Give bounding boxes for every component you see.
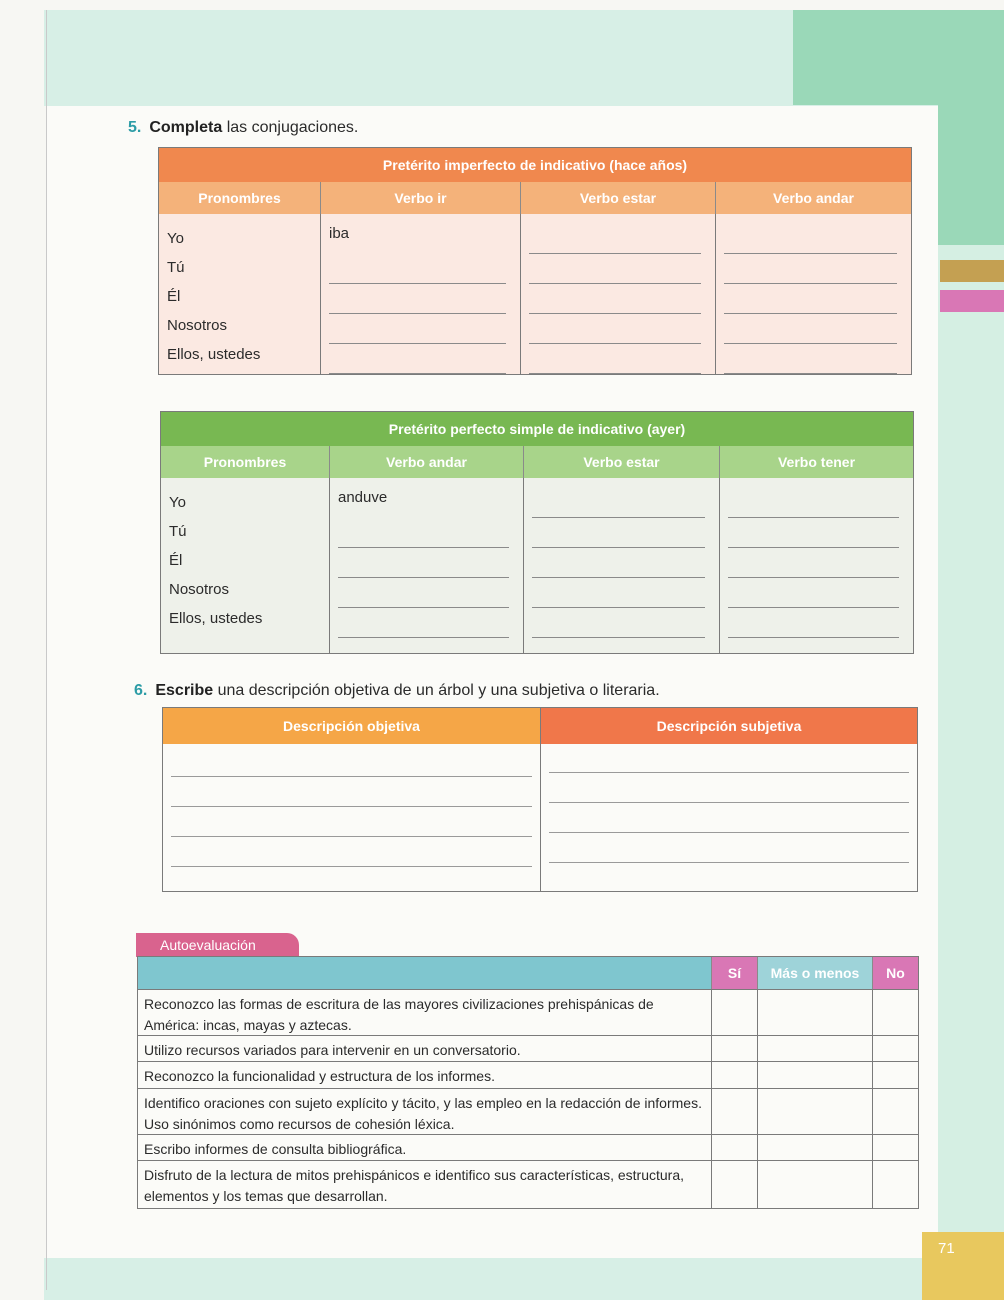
- column-header: Pronombres: [159, 182, 320, 214]
- answer-blank[interactable]: [529, 314, 701, 344]
- table-row: [138, 1061, 918, 1088]
- column-header: Verbo estar: [523, 446, 719, 478]
- writing-line[interactable]: [171, 776, 532, 777]
- pronoun-column: [161, 478, 329, 653]
- exercise-6-title: [134, 682, 660, 700]
- check-no[interactable]: [872, 1161, 918, 1208]
- pronoun: Nosotros: [167, 317, 228, 334]
- objective-description-column: [163, 708, 540, 891]
- answer-blank[interactable]: [532, 578, 705, 608]
- answer-blank[interactable]: [724, 344, 897, 374]
- exercise-number: 5.: [128, 119, 142, 136]
- verb-estar-column: [523, 478, 719, 653]
- page-number: 71: [922, 1232, 1004, 1300]
- verb-tener-column: [719, 478, 913, 653]
- self-assessment-table: [137, 956, 919, 1209]
- table-row: [138, 989, 918, 1035]
- pronoun: Nosotros: [169, 581, 230, 598]
- pink-side-tab: [940, 290, 1004, 312]
- exercise-verb: Escribe: [155, 682, 214, 699]
- column-header: Pronombres: [161, 446, 329, 478]
- pronoun: Yo: [167, 230, 184, 247]
- answer-blank[interactable]: [724, 284, 897, 314]
- pronoun: Ellos, ustedes: [169, 610, 263, 627]
- column-header: Verbo andar: [329, 446, 523, 478]
- right-margin-strip-top: [938, 105, 1004, 245]
- answer-blank[interactable]: [724, 254, 897, 284]
- check-no[interactable]: [872, 1036, 918, 1061]
- column-si: Sí: [711, 957, 757, 989]
- pronoun: Ellos, ustedes: [167, 346, 261, 363]
- verb-andar-column: [329, 478, 523, 653]
- answer-blank[interactable]: [529, 224, 701, 254]
- check-no[interactable]: [872, 1089, 918, 1134]
- check-mas-o-menos[interactable]: [757, 1036, 872, 1061]
- check-si[interactable]: [711, 1062, 757, 1088]
- column-no: No: [872, 957, 918, 989]
- column-mas-o-menos: Más o menos: [757, 957, 872, 989]
- answer-blank[interactable]: [532, 608, 705, 638]
- check-no[interactable]: [872, 990, 918, 1035]
- answer-blank[interactable]: [728, 518, 899, 548]
- example-answer: anduve: [338, 489, 388, 506]
- answer-blank[interactable]: [529, 284, 701, 314]
- preterite-conjugation-table: [160, 411, 914, 654]
- answer-blank[interactable]: [338, 578, 509, 608]
- answer-blank[interactable]: [529, 254, 701, 284]
- check-si[interactable]: [711, 1089, 757, 1134]
- table-column-headers: [161, 446, 913, 478]
- criterion-text: Utilizo recursos variados para intervenir en un conversatorio.: [144, 1042, 521, 1058]
- check-mas-o-menos[interactable]: [757, 1062, 872, 1088]
- criterion-text: Escribo informes de consulta bibliográfica.: [144, 1141, 407, 1157]
- check-mas-o-menos[interactable]: [757, 1161, 872, 1208]
- answer-blank[interactable]: [728, 488, 899, 518]
- check-mas-o-menos[interactable]: [757, 1135, 872, 1160]
- table-title: Pretérito imperfecto de indicativo (hace años): [159, 148, 911, 182]
- objective-description-header: Descripción objetiva: [163, 708, 540, 744]
- writing-line[interactable]: [171, 806, 532, 807]
- column-header: Verbo andar: [715, 182, 911, 214]
- criterion-text: Disfruto de la lectura de mitos prehispánicos e identifico sus características, estructura, elementos y los temas que desarrollan.: [144, 1167, 685, 1204]
- table-title: Pretérito perfecto simple de indicativo (ayer): [161, 412, 913, 446]
- check-si[interactable]: [711, 1036, 757, 1061]
- top-right-block: [793, 10, 1004, 105]
- answer-blank[interactable]: [728, 608, 899, 638]
- writing-line[interactable]: [549, 772, 909, 773]
- check-mas-o-menos[interactable]: [757, 990, 872, 1035]
- criteria-header: [138, 957, 711, 989]
- exercise-instruction: una descripción objetiva de un árbol y una subjetiva o literaria.: [213, 682, 660, 699]
- answer-blank[interactable]: [338, 548, 509, 578]
- table-body: [159, 214, 911, 374]
- exercise-5-title: [128, 119, 358, 137]
- check-no[interactable]: [872, 1062, 918, 1088]
- answer-blank[interactable]: [329, 284, 506, 314]
- writing-line[interactable]: [549, 802, 909, 803]
- writing-line[interactable]: [549, 832, 909, 833]
- check-si[interactable]: [711, 1161, 757, 1208]
- gold-side-tab: [940, 260, 1004, 282]
- verb-estar-column: [520, 214, 715, 374]
- subjective-description-header: Descripción subjetiva: [541, 708, 917, 744]
- self-assessment-tab: Autoevaluación: [136, 933, 299, 957]
- answer-blank[interactable]: [338, 608, 509, 638]
- writing-line[interactable]: [171, 836, 532, 837]
- check-si[interactable]: [711, 1135, 757, 1160]
- writing-line[interactable]: [171, 866, 532, 867]
- criterion-text: Identifico oraciones con sujeto explícito y tácito, y las empleo en la redacción de informes. Uso sinónimos como recursos de cohesión léxica.: [144, 1095, 702, 1132]
- subjective-description-column: [540, 708, 917, 891]
- answer-blank[interactable]: [329, 344, 506, 374]
- pronoun: Tú: [169, 523, 187, 540]
- answer-blank[interactable]: [728, 548, 899, 578]
- table-column-headers: [159, 182, 911, 214]
- answer-blank[interactable]: [329, 254, 506, 284]
- bottom-banner: [44, 1258, 944, 1300]
- table-body: [161, 478, 913, 653]
- criterion-text: Reconozco las formas de escritura de las mayores civilizaciones prehispánicas de América: incas, mayas y aztecas.: [144, 996, 654, 1033]
- answer-blank[interactable]: [338, 518, 509, 548]
- criterion-text: Reconozco la funcionalidad y estructura de los informes.: [144, 1068, 495, 1084]
- table-row: [138, 1035, 918, 1061]
- exercise-verb: Completa: [149, 119, 223, 136]
- exercise-number: 6.: [134, 682, 148, 699]
- pronoun: Tú: [167, 259, 185, 276]
- answer-blank[interactable]: [724, 314, 897, 344]
- writing-line[interactable]: [549, 862, 909, 863]
- answer-blank[interactable]: [532, 548, 705, 578]
- column-header: Verbo tener: [719, 446, 913, 478]
- answer-blank[interactable]: [532, 488, 705, 518]
- answer-blank[interactable]: [724, 224, 897, 254]
- imperfect-conjugation-table: [158, 147, 912, 375]
- pronoun: Yo: [169, 494, 186, 511]
- table-row: [138, 1088, 918, 1134]
- column-header: Verbo ir: [320, 182, 520, 214]
- example-answer: iba: [329, 225, 350, 242]
- pronoun-column: [159, 214, 320, 374]
- table-row: [138, 1160, 918, 1208]
- column-header: Verbo estar: [520, 182, 715, 214]
- self-assessment-header: [138, 957, 918, 989]
- left-margin-rule: [46, 10, 47, 1290]
- exercise-instruction: las conjugaciones.: [222, 119, 359, 136]
- table-row: [138, 1134, 918, 1160]
- pronoun: Él: [167, 288, 181, 305]
- answer-blank[interactable]: [529, 344, 701, 374]
- check-si[interactable]: [711, 990, 757, 1035]
- pronoun: Él: [169, 552, 183, 569]
- answer-blank[interactable]: [329, 314, 506, 344]
- check-no[interactable]: [872, 1135, 918, 1160]
- answer-blank[interactable]: [532, 518, 705, 548]
- verb-ir-column: [320, 214, 520, 374]
- check-mas-o-menos[interactable]: [757, 1089, 872, 1134]
- answer-blank[interactable]: [728, 578, 899, 608]
- description-table: [162, 707, 918, 892]
- verb-andar-column: [715, 214, 911, 374]
